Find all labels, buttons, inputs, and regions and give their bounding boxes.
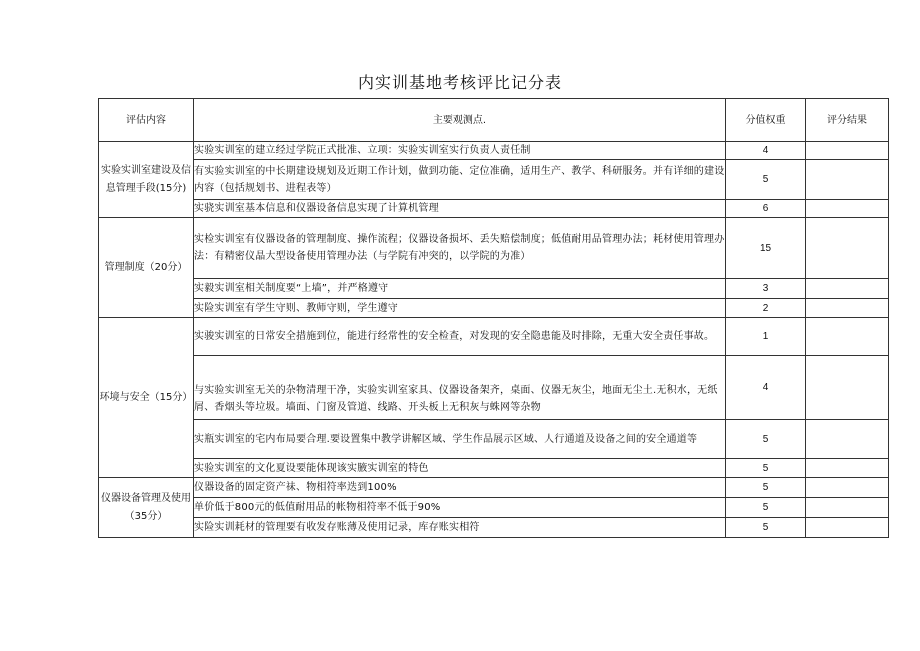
weight-cell: 5 [726,459,806,478]
result-cell[interactable] [806,356,889,420]
item-cell: 实验实训室的文化夏设要能体现该实腋实训室的特色 [194,459,726,478]
category-cell: 实验实训室建设及信息管理手段(15分) [99,142,194,218]
weight-cell: 5 [726,478,806,498]
table-row [99,299,889,318]
category-cell: 仪器设备管理及使用（35分） [99,478,194,538]
result-cell[interactable] [806,200,889,218]
table-row [99,420,889,459]
table-row [99,200,889,218]
header-item: 主要观测点. [194,99,726,142]
table-row [99,160,889,200]
table-row [99,498,889,518]
score-table [98,98,889,538]
item-cell: 实险实训室有学生守则、教师守则，学生遵守 [194,299,726,318]
item-cell: 与实验实训室无关的杂物清理干净，实验实训室家具、仪器设备架齐，桌面、仪器无灰尘，地面无尘土.无积水，无纸屑、香烟头等垃圾。墙面、门窗及管道、线路、开头板上无积灰与蛛网等杂物 [194,356,726,420]
weight-cell: 1 [726,318,806,356]
page-title: 内实训基地考核评比记分表 [357,73,562,92]
weight-cell: 3 [726,279,806,299]
header-category: 评估内容 [99,99,194,142]
item-cell: 实瓶实训室的宅内布局要合理.要设置集中教学讲解区域、学生作品展示区域、人行通道及设备之间的安全通道等 [194,420,726,459]
result-cell[interactable] [806,518,889,538]
result-cell[interactable] [806,318,889,356]
weight-cell: 6 [726,200,806,218]
result-cell[interactable] [806,420,889,459]
result-cell[interactable] [806,478,889,498]
result-cell[interactable] [806,459,889,478]
item-cell: 实骏实训室的日常安全措施到位，能进行经常性的安全检查，对发现的安全隐患能及时排除，无重大安全责任事故。 [194,318,726,356]
weight-cell: 2 [726,299,806,318]
weight-cell: 5 [726,160,806,200]
weight-cell: 5 [726,518,806,538]
header-weight: 分值权重 [726,99,806,142]
result-cell[interactable] [806,299,889,318]
item-cell: 仪器设备的固定资产祙、物相符率迭到100% [194,478,726,498]
item-cell: 实骁实训室基本信息和仪器设备信息实现了计算机管理 [194,200,726,218]
header-result: 评分结果 [806,99,889,142]
result-cell[interactable] [806,498,889,518]
category-cell: 管理制度（20分） [99,218,194,318]
weight-cell: 15 [726,218,806,279]
item-cell: 有实验实训室的中长期建设规划及近期工作计划，做到功能、定位准确，适用生产、教学、科研服务。并有详细的建设内容（包括规划书、进程表等） [194,160,726,200]
result-cell[interactable] [806,160,889,200]
weight-cell: 4 [726,356,806,420]
weight-cell: 4 [726,142,806,160]
table-row [99,279,889,299]
table-row [99,318,889,356]
header-row [99,99,889,142]
result-cell[interactable] [806,279,889,299]
item-cell: 实险实训耗材的管理要有收发存账薄及使用记录，库存账实相符 [194,518,726,538]
weight-cell: 5 [726,498,806,518]
item-cell: 实毅实训室相关制度要“上墙”，并严格遵守 [194,279,726,299]
result-cell[interactable] [806,142,889,160]
item-cell: 实检实训室有仪器设备的管理制度、操作流程；仪器设备损坏、丢失赔偿制度；低值耐用品管理办法；耗材使用管理办法：有精密仪晶大型设备使用管理办法（与学院有冲突的，以学院的为准） [194,218,726,279]
table-row [99,518,889,538]
table-row [99,218,889,279]
table-row [99,142,889,160]
item-cell: 实验实训室的建立经过学院正式批准、立项：实验实训室实行负责人责任制 [194,142,726,160]
weight-cell: 5 [726,420,806,459]
item-cell: 单价低于800元的低值耐用品的帐物相符率不低于90% [194,498,726,518]
result-cell[interactable] [806,218,889,279]
table-row [99,459,889,478]
table-row [99,356,889,420]
category-cell: 环境与安全（15分） [99,318,194,478]
table-row [99,478,889,498]
